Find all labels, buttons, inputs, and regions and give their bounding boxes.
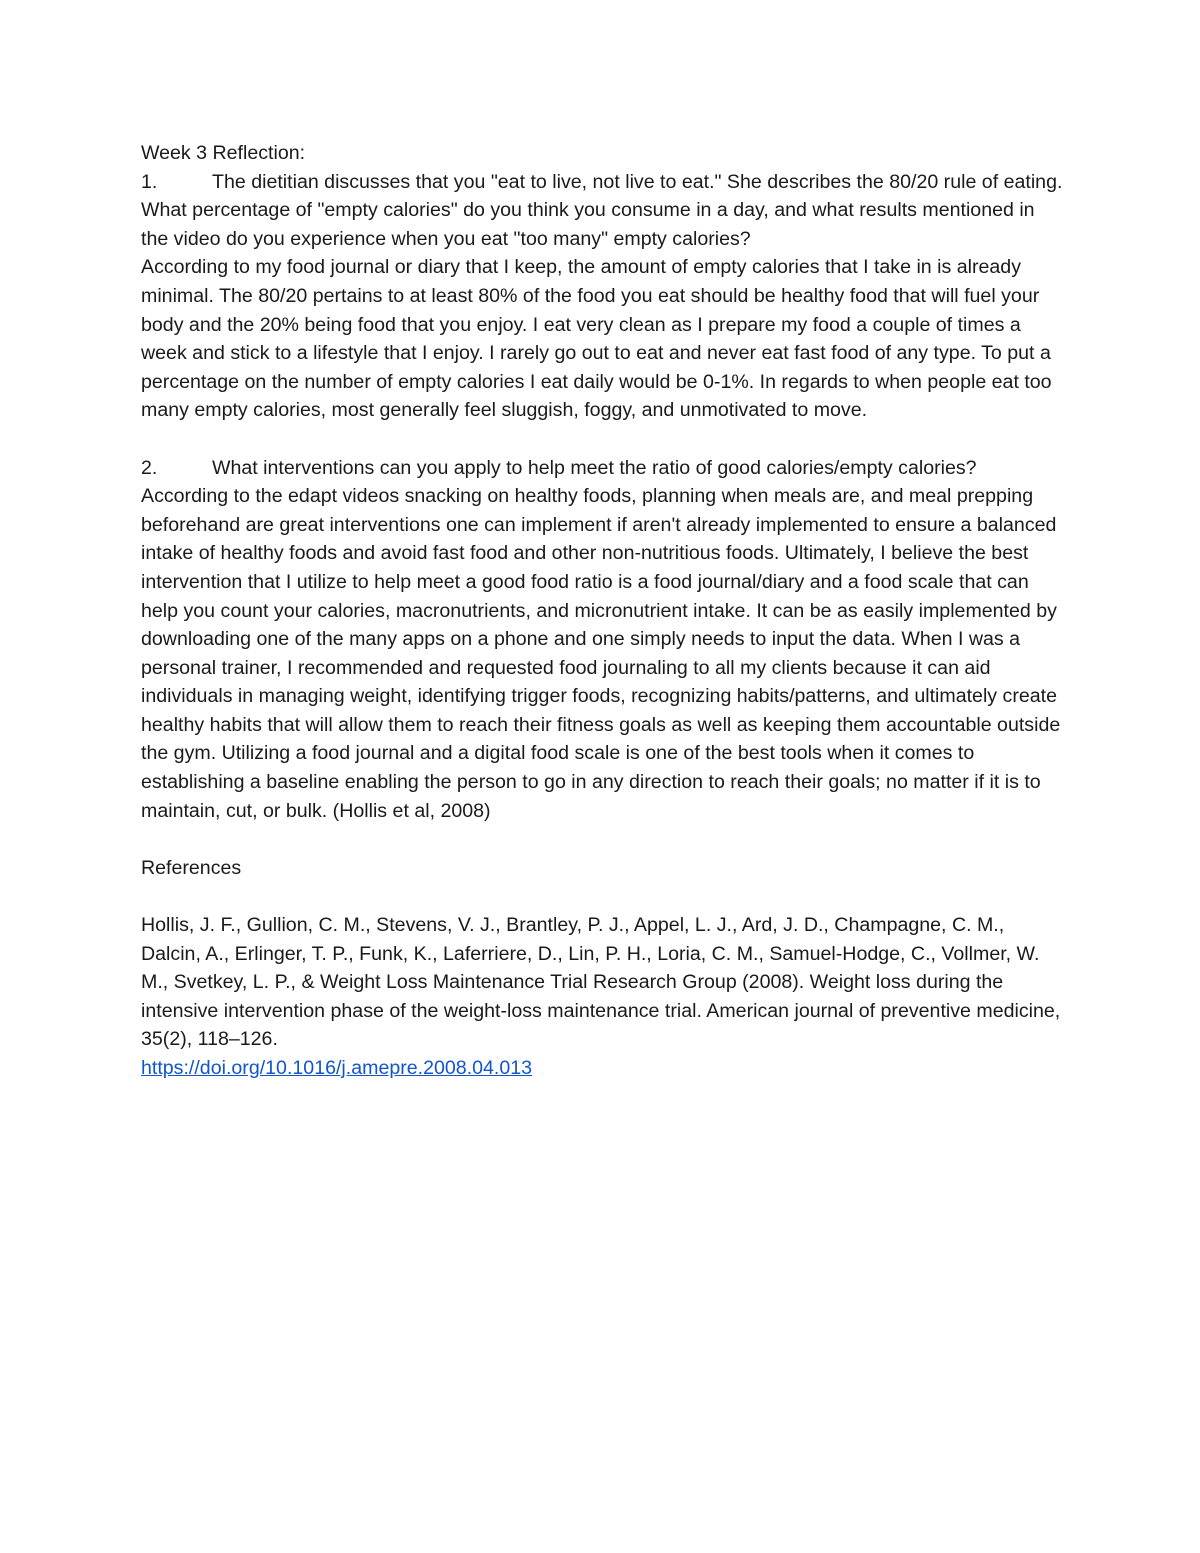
reference-doi — [141, 1054, 1066, 1083]
paragraph-gap — [141, 425, 1066, 454]
question-2-number: 2. — [141, 456, 158, 479]
document-body — [141, 139, 1066, 1083]
question-1-number: 1. — [141, 170, 158, 193]
paragraph-gap — [141, 882, 1066, 911]
answer-1: According to my food journal or diary that I keep, the amount of empty calories that I take in is already minimal. The 80/20 pertains to at least 80% of the food you eat should be healthy food that will fuel your body and the 20% being food that you enjoy. I eat very clean as I prepare my food a couple of times a week and stick to a lifestyle that I enjoy. I rarely go out to eat and never eat fast food of any type. To put a percentage on the number of empty calories I eat daily would be 0-1%. In regards to when people eat too many empty calories, most generally feel sluggish, foggy, and unmotivated to move. — [141, 256, 1052, 422]
reference-citation: Hollis, J. F., Gullion, C. M., Stevens, V. J., Brantley, P. J., Appel, L. J., Ard, J. D., Champagne, C. M., Dalcin, A., Erlinger, T. P., Funk, K., Laferriere, D., Lin, P. H., Loria, C. M., Samuel-Hodge, C., Vollmer, W. M., Svetkey, L. P., & Weight Loss Maintenance Trial Research Group (2008). Weight loss during the intensive intervention phase of the weight-loss maintenance trial. American journal of preventive medicine, 35(2), 118–126. — [141, 914, 1061, 1051]
doi-link[interactable]: https://doi.org/10.1016/j.amepre.2008.04.013 — [141, 1057, 533, 1079]
question-2 — [141, 454, 1066, 483]
question-1-prompt: The dietitian discusses that you "eat to live, not live to eat." She describes the 80/20 rule of eating. What percentage of "empty calories" do you think you consume in a day, and what results mentioned in the video do you experience when you eat "too many" empty calories? — [141, 170, 1063, 250]
paragraph-gap — [141, 825, 1066, 854]
question-2-prompt: What interventions can you apply to help meet the ratio of good calories/empty calories? — [212, 456, 977, 479]
answer-2: According to the edapt videos snacking on healthy foods, planning when meals are, and meal prepping beforehand are great interventions one can implement if aren't already implemented to ensure a balanced intake of healthy foods and avoid fast food and other non-nutritious foods. Ultimately, I believe the best intervention that I utilize to help meet a good food ratio is a food journal/diary and a food scale that can help you count your calories, macronutrients, and micronutrient intake. It can be as easily implemented by downloading one of the many apps on a phone and one simply needs to input the data. When I was a personal trainer, I recommended and requested food journaling to all my clients because it can aid individuals in managing weight, identifying trigger foods, recognizing habits/patterns, and ultimately create healthy habits that will allow them to reach their fitness goals as well as keeping them accountable outside the gym. Utilizing a food journal and a digital food scale is one of the best tools when it comes to establishing a baseline enabling the person to go in any direction to reach their goals; no matter if it is to maintain, cut, or bulk. (Hollis et al, 2008) — [141, 485, 1061, 822]
references-heading: References — [141, 856, 242, 879]
document-title: Week 3 Reflection: — [141, 142, 306, 164]
question-1 — [141, 168, 1066, 254]
